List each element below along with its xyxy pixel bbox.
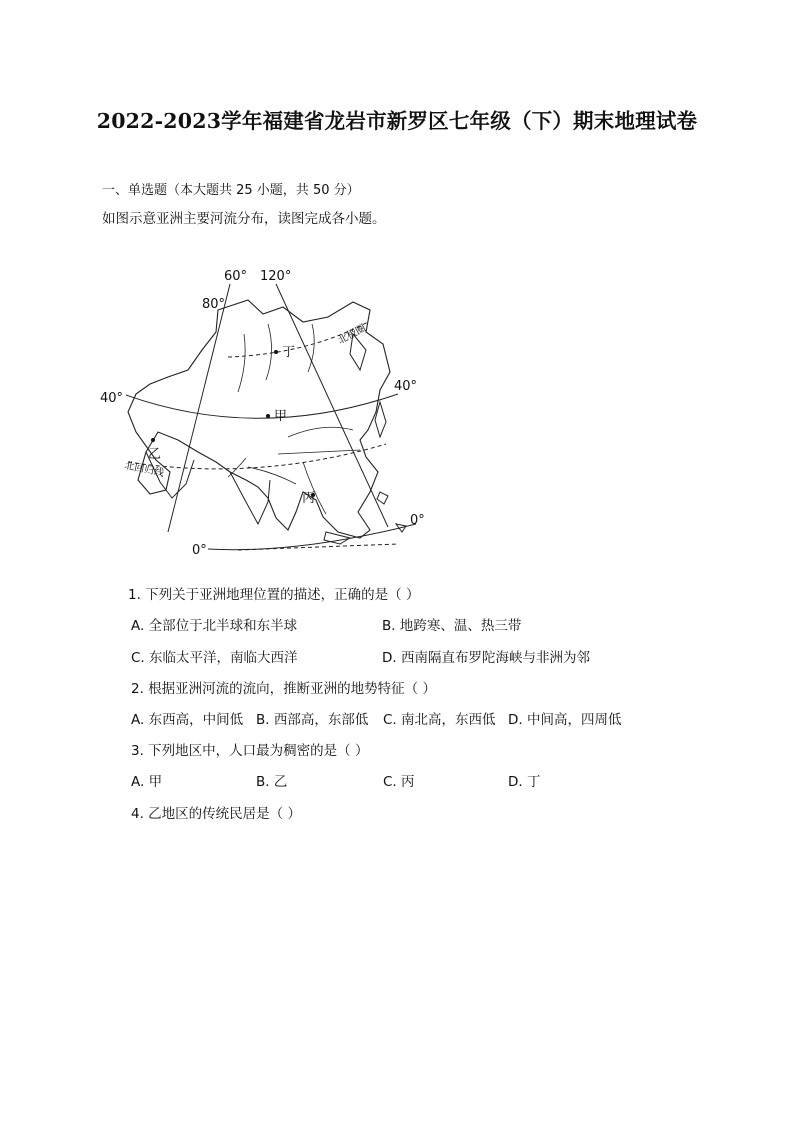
q3-option-a[interactable]: A. 甲 bbox=[131, 774, 163, 790]
q3-option-c[interactable]: C. 丙 bbox=[383, 774, 415, 790]
meridian-120 bbox=[276, 284, 388, 527]
q1-option-a[interactable]: A. 全部位于北半球和东半球 bbox=[131, 618, 298, 634]
q2-option-c[interactable]: C. 南北高，东西低 bbox=[383, 712, 496, 728]
label-ding: 丁 bbox=[282, 345, 296, 360]
island-1 bbox=[377, 492, 388, 504]
label-lat40-right: 40° bbox=[394, 379, 418, 394]
river-ob bbox=[238, 334, 245, 392]
tropic-line bbox=[128, 444, 386, 469]
label-lat0-left: 0° bbox=[192, 543, 207, 558]
label-tropic: 北回归线 bbox=[123, 460, 165, 480]
parallel-40 bbox=[126, 394, 398, 418]
label-lat80: 80° bbox=[202, 297, 226, 312]
q2-option-a[interactable]: A. 东西高，中间低 bbox=[131, 712, 244, 728]
label-bing: 丙 bbox=[302, 491, 316, 506]
q3-option-b[interactable]: B. 乙 bbox=[256, 774, 288, 790]
q2-option-d[interactable]: D. 中间高，四周低 bbox=[508, 712, 622, 728]
label-jia: 甲 bbox=[274, 409, 288, 424]
question-2: 2. 根据亚洲河流的流向，推断亚洲的地势特征（ ） bbox=[131, 681, 436, 697]
label-lat0-right: 0° bbox=[410, 513, 425, 528]
label-lon60: 60° bbox=[224, 269, 248, 284]
river-changjiang bbox=[278, 450, 360, 454]
exam-title: 2022-2023学年福建省龙岩市新罗区七年级（下）期末地理试卷 bbox=[96, 109, 698, 133]
label-arctic-circle: 北极圈 bbox=[336, 322, 368, 347]
label-lat40-left: 40° bbox=[100, 391, 124, 406]
point-ding bbox=[274, 350, 278, 354]
india-peninsula bbox=[230, 472, 270, 524]
label-lon120: 120° bbox=[260, 269, 292, 284]
point-yi bbox=[151, 438, 155, 442]
q1-option-b[interactable]: B. 地跨寒、温、热三带 bbox=[382, 618, 522, 634]
river-indus bbox=[228, 458, 246, 477]
question-1: 1. 下列关于亚洲地理位置的描述，正确的是（ ） bbox=[128, 587, 420, 603]
equator-dashed bbox=[238, 544, 398, 550]
river-huanghe bbox=[288, 427, 353, 437]
asia-rivers-map bbox=[98, 262, 438, 562]
label-yi: 乙 bbox=[148, 447, 162, 462]
river-yenisei bbox=[266, 324, 272, 380]
question-4: 4. 乙地区的传统民居是（ ） bbox=[131, 806, 301, 822]
parallel-0 bbox=[208, 524, 416, 550]
q1-option-c[interactable]: C. 东临太平洋，南临大西洋 bbox=[131, 650, 298, 666]
question-3: 3. 下列地区中，人口最为稠密的是（ ） bbox=[131, 743, 369, 759]
q2-option-b[interactable]: B. 西部高，东部低 bbox=[256, 712, 369, 728]
q1-option-d[interactable]: D. 西南隔直布罗陀海峡与非洲为邻 bbox=[382, 650, 590, 666]
point-jia bbox=[266, 414, 270, 418]
river-ganges bbox=[248, 467, 296, 484]
river-mekong bbox=[303, 462, 326, 514]
intro-text: 如图示意亚洲主要河流分布，读图完成各小题。 bbox=[102, 211, 386, 227]
meridian-60 bbox=[168, 284, 230, 532]
section-heading: 一、单选题（本大题共 25 小题，共 50 分） bbox=[102, 183, 360, 198]
q3-option-d[interactable]: D. 丁 bbox=[508, 774, 541, 790]
